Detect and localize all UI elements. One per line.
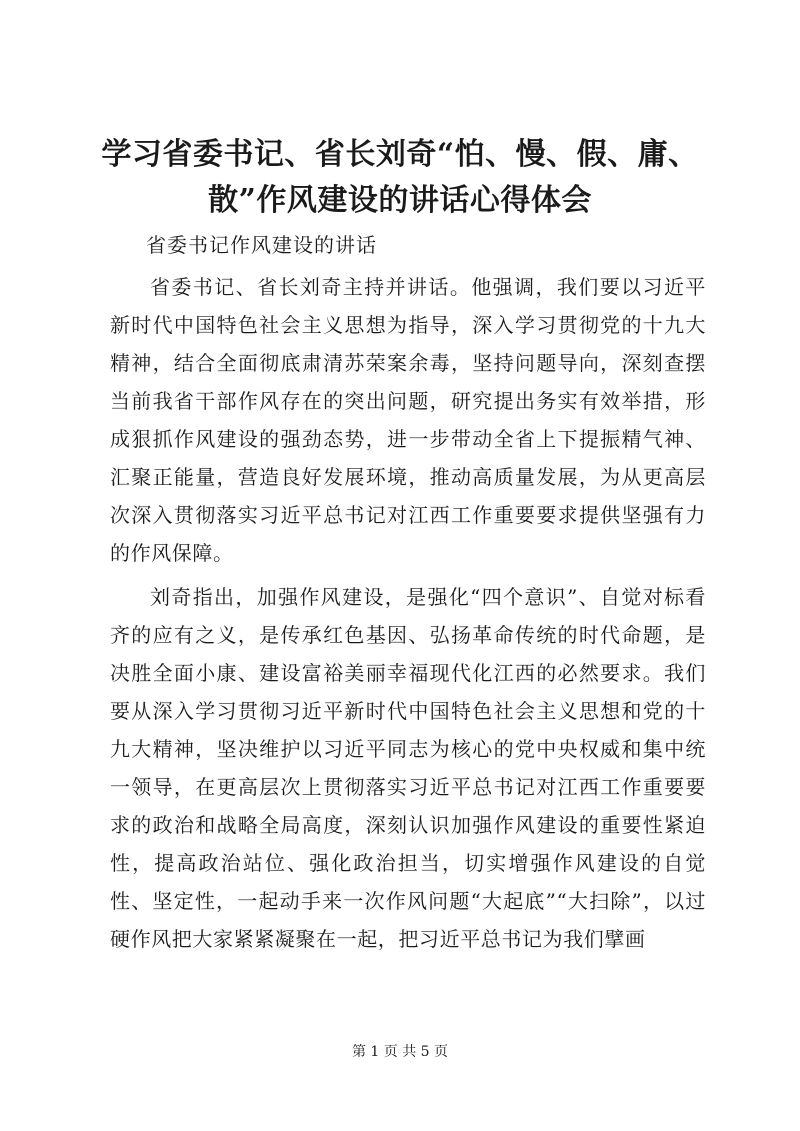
paragraph-1: 省委书记、省长刘奇主持并讲话。他强调，我们要以习近平新时代中国特色社会主义思想为指导，深入学习贯彻党的十九大精神，结合全面彻底肃清苏荣案余毒，坚持问题导向，深刻查摆当前我省干部作风存在的突出问题，研究提出务实有效举措，形成狠抓作风建设的强劲态势，进一步带动全省上下提振精气神、汇聚正能量，营造良好发展环境，推动高质量发展，为从更高层次深入贯彻落实习近平总书记对江西工作重要要求提供坚强有力的作风保障。	[110, 275, 706, 565]
document-subtitle: 省委书记作风建设的讲话	[146, 233, 377, 257]
page-number-footer: 第 1 页 共 5 页	[351, 1044, 449, 1060]
document-body	[110, 268, 706, 964]
paragraph-2: 刘奇指出，加强作风建设，是强化“四个意识”、自觉对标看齐的应有之义，是传承红色基因、弘扬革命传统的时代命题，是决胜全面小康、建设富裕美丽幸福现代化江西的必然要求。我们要从深入学习贯彻习近平新时代中国特色社会主义思想和党的十九大精神，坚决维护以习近平同志为核心的党中央权威和集中统一领导，在更高层次上贯彻落实习近平总书记对江西工作重要要求的政治和战略全局高度，深刻认识加强作风建设的重要性紧迫性，提高政治站位、强化政治担当，切实增强作风建设的自觉性、坚定性，一起动手来一次作风问题“大起底”“大扫除”，以过硬作风把大家紧紧凝聚在一起，把习近平总书记为我们擘画	[110, 585, 706, 951]
document-title: 学习省委书记、省长刘奇“怕、慢、假、庸、散”作风建设的讲话心得体会	[101, 137, 699, 218]
